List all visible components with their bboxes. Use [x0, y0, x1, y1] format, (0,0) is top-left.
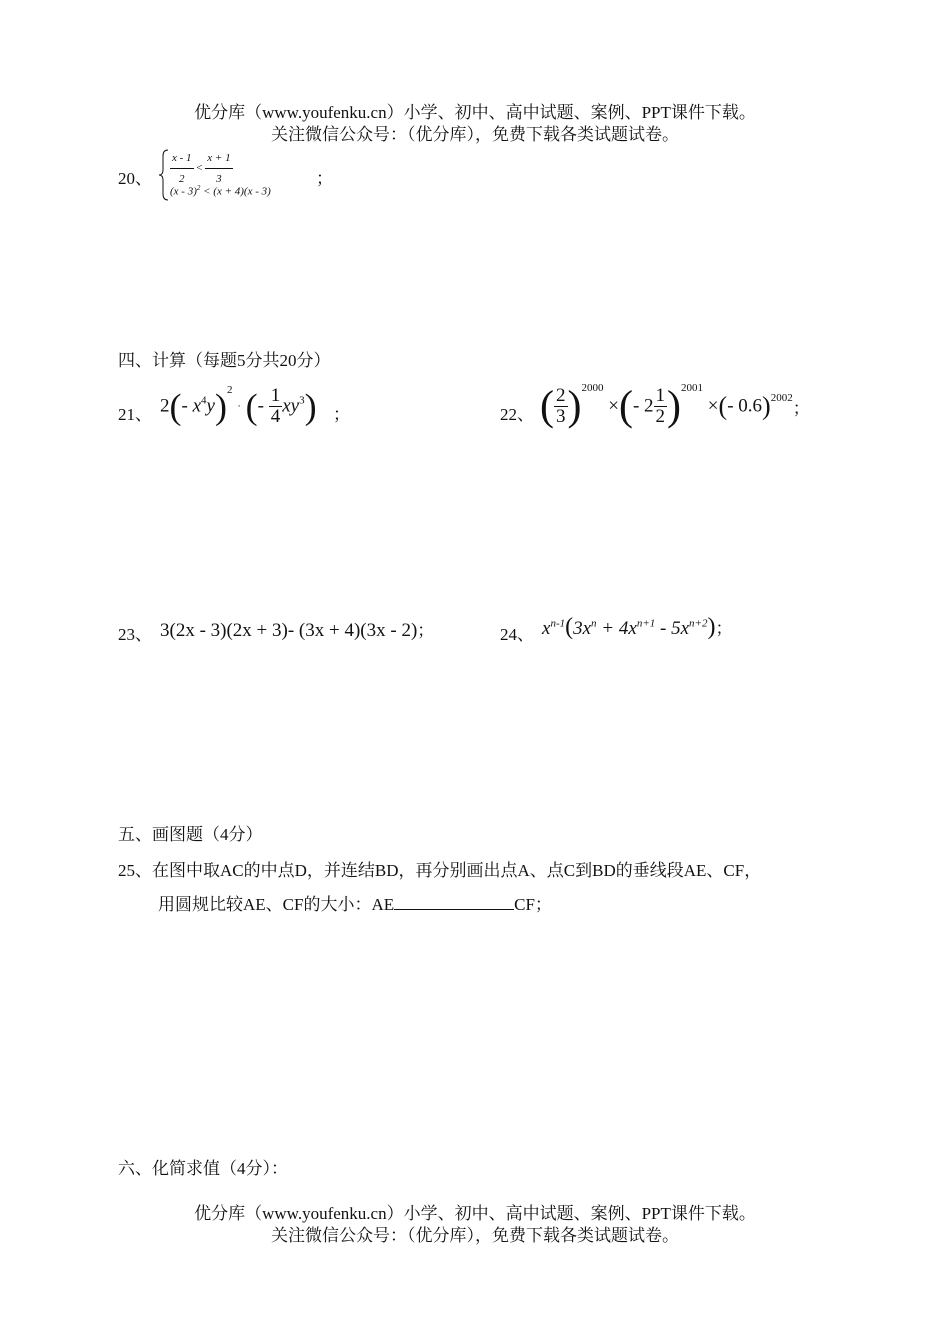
q24-exp3: n+2 — [689, 617, 708, 630]
q22-times1: × — [608, 395, 619, 417]
q22-den: 3 — [556, 406, 566, 428]
q22-end: ； — [792, 399, 810, 419]
q20-label: 20、 — [118, 169, 152, 188]
q24-expr: $x^{n-1}(3x^n + 4x^{n+1} - 5x^{n+2})$； — [542, 614, 733, 640]
q22-exp1: 2000 — [581, 382, 604, 394]
q23-label: 23、 — [118, 625, 152, 644]
q22-exp3: 2002 — [770, 392, 793, 404]
q24-exp1: n — [591, 617, 597, 630]
q21-outer-exp: 2 — [226, 384, 233, 396]
q20-num-b: x + 1 — [205, 148, 232, 169]
q21-expr: 2(- $x^4y)^2$ · (- $\frac{1}{4}$ $xy^3$) — [160, 384, 317, 428]
footer-line-2: 关注微信公众号：（优分库），免费下载各类试题试卷。 — [271, 1226, 679, 1245]
q24-label: 24、 — [500, 625, 534, 644]
q20-row2-exp: 2 — [196, 184, 201, 192]
q25-line-1: 25、在图中取AC的中点D，并连结BD，再分别画出点A、点C到BD的垂线段AE、CF， — [118, 861, 762, 880]
q21-coef: 2 — [160, 395, 170, 417]
q20-lt: < — [196, 162, 203, 175]
footer-line-1: 优分库（www.youfenku.cn）小学、初中、高中试题、案例、PPT课件下载。 — [194, 1204, 756, 1223]
q22-neg-two: - 2 — [632, 395, 654, 417]
q21-dot: · — [237, 400, 241, 413]
answer-blank[interactable] — [394, 893, 514, 910]
q20-row2-rest: < (x + 4)(x - 3) — [200, 185, 271, 198]
q25-line-2-b: CF； — [514, 895, 552, 914]
q24-x: x — [542, 618, 551, 639]
q20-row2: (x - 3) — [170, 185, 197, 198]
q23-expr-text: 3(2x - 3)(2x + 3)- (3x + 4)(3x - 2) — [160, 620, 418, 641]
q21-y: y — [206, 395, 215, 417]
q21-exp4: 4 — [201, 394, 207, 407]
q21-inner: - x — [181, 395, 202, 417]
brace-icon — [158, 148, 170, 202]
q22-num: 2 — [556, 385, 566, 407]
header-line-2: 关注微信公众号：（优分库），免费下载各类试题试卷。 — [271, 125, 679, 144]
q24-p2: + 4x — [596, 618, 637, 639]
q24-exp0: n-1 — [550, 617, 566, 630]
q23-end: ； — [417, 621, 435, 640]
q21-end: ； — [333, 405, 350, 424]
q21-den: 4 — [270, 406, 281, 428]
header-line-1: 优分库（www.youfenku.cn）小学、初中、高中试题、案例、PPT课件下载。 — [194, 103, 756, 122]
q20-den-a: 2 — [179, 173, 185, 185]
q22-times2: × — [707, 395, 719, 417]
q21-neg: - — [257, 395, 264, 417]
q21-xy: xy — [282, 395, 300, 417]
q24-end: ； — [715, 619, 733, 638]
q24-exp2: n+1 — [636, 617, 656, 630]
q20-system — [158, 148, 338, 202]
section-5-title: 五、画图题（4分） — [118, 825, 263, 844]
q20-end: ； — [316, 169, 333, 188]
q20-num-a: x - 1 — [170, 148, 194, 169]
section-6-title: 六、化简求值（4分）： — [118, 1159, 288, 1178]
q21-num: 1 — [270, 385, 281, 407]
q21-label: 21、 — [118, 405, 152, 424]
q22-last: - 0.6 — [727, 395, 763, 417]
q21-exp3: 3 — [299, 394, 305, 407]
q20-den-b: 3 — [216, 173, 222, 185]
q25-line-2-a: 用圆规比较AE、CF的大小：AE — [158, 895, 395, 914]
q25-line-2 — [158, 890, 552, 915]
q24-p1: 3x — [573, 618, 592, 639]
q24-p3: - 5x — [655, 618, 690, 639]
q23-expr — [160, 616, 434, 642]
q22-expr: ( $\frac{2}{3}$ )$^{2000}$ ×(- 2 $\frac{1}{2}$ )$^{2001}$ ×(- 0.6)$^{2002}$； — [540, 382, 810, 430]
q22-den2: 2 — [655, 406, 666, 428]
q22-label: 22、 — [500, 405, 534, 424]
section-4-title: 四、计算（每题5分共20分） — [118, 351, 331, 370]
q22-num2: 1 — [655, 385, 666, 407]
q22-exp2: 2001 — [681, 382, 704, 394]
